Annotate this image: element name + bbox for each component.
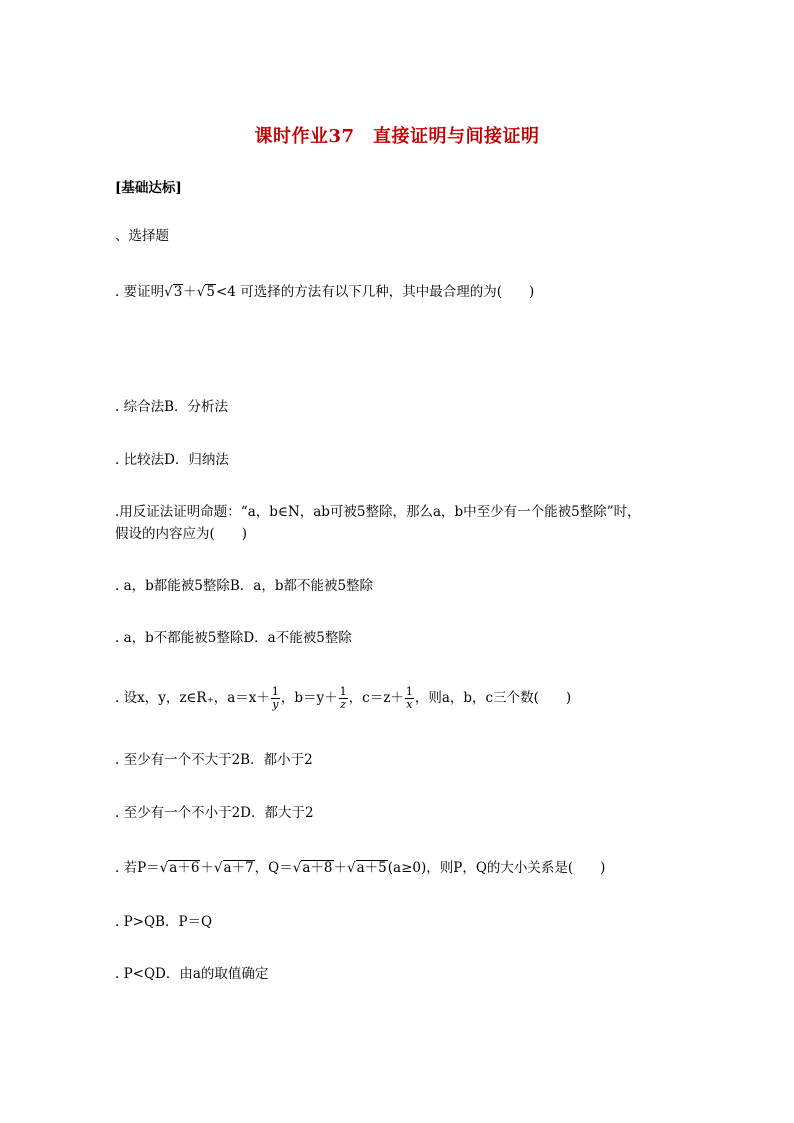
plus-sign: ＋ [183,284,197,300]
q4-options-cd: . P<QD．由a的取值确定 [115,966,269,982]
q3-options-cd: . 至少有一个不小于2D．都大于2 [115,805,314,821]
q2-line-1: .用反证法证明命题：“a，b∈N，ab可被5整除，那么a，b中至少有一个能被5整除”时， [115,504,641,520]
q2-line-2: 假设的内容应为( ) [115,526,248,542]
q1-suffix: <4 可选择的方法有以下几种，其中最合理的为( ) [216,284,535,300]
fraction-1-over-z: $\frac{1}{z}$ [339,685,347,711]
q3-mid-1: ，b＝y＋ [280,690,338,706]
plus-sign: ＋ [333,860,347,876]
q3-prefix: . 设x，y，z∈R₊，a＝x＋ [115,690,270,706]
sqrt-a-plus-5: √a＋5 [347,860,387,876]
part-heading: 、选择题 [115,228,169,244]
q1-options-cd: . 比较法D．归纳法 [115,452,229,468]
q2-options-cd: . a，b不都能被5整除D．a不能被5整除 [115,630,352,646]
question-3 [115,684,571,712]
sqrt-3: √3 [164,284,183,300]
q3-options-ab: . 至少有一个不大于2B．都小于2 [115,752,313,768]
sqrt-5: √5 [196,284,215,300]
q4-options-ab: . P>QB．P＝Q [115,914,213,930]
sqrt-a-plus-8: √a＋8 [292,860,333,876]
q3-mid-2: ，c＝z＋ [348,690,404,706]
sqrt-a-plus-7: √a＋7 [213,860,254,876]
fraction-1-over-x: $\frac{1}{x}$ [405,685,413,711]
q4-mid: ，Q＝ [254,860,293,876]
question-4 [115,858,605,878]
fraction-1-over-y: $\frac{1}{y}$ [271,685,279,711]
q2-options-ab: . a，b都能被5整除B．a，b都不能被5整除 [115,578,374,594]
page-title: 课时作业37 直接证明与间接证明 [254,126,540,147]
q4-prefix: . 若P＝ [115,860,160,876]
q1-options-ab: . 综合法B．分析法 [115,399,229,415]
question-1 [115,282,534,302]
plus-sign: ＋ [200,860,214,876]
sqrt-a-plus-6: √a＋6 [159,860,200,876]
q4-suffix: (a≥0)，则P，Q的大小关系是( ) [387,860,606,876]
q1-prefix: . 要证明 [115,284,165,300]
q3-suffix: ，则a，b，c三个数( ) [414,690,572,706]
section-heading: [基础达标] [115,180,182,196]
